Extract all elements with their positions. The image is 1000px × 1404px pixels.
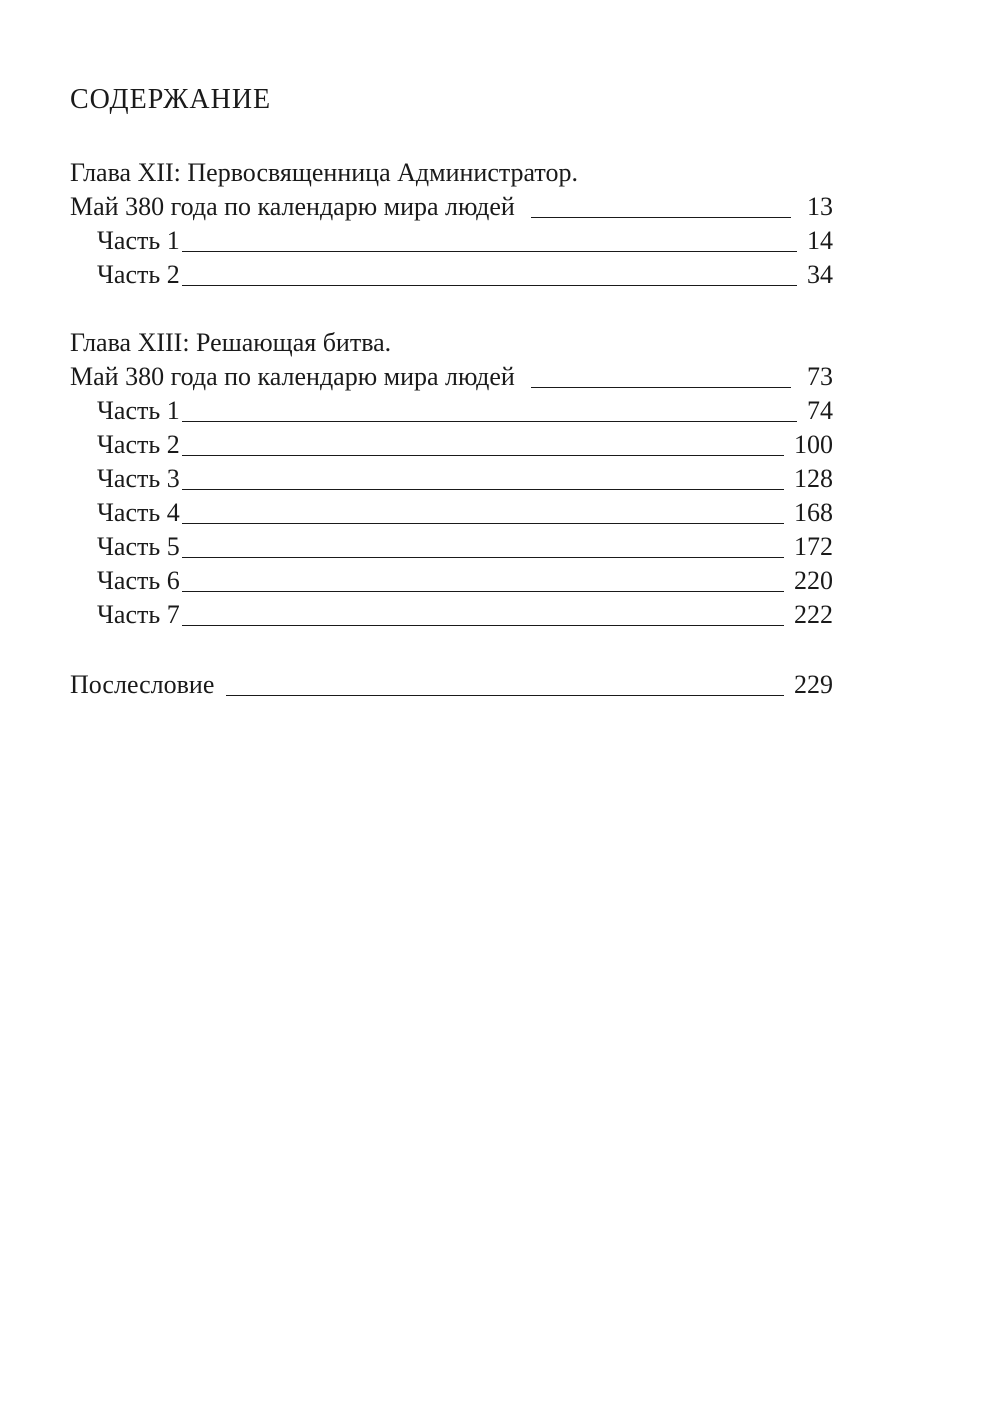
toc-entry-label: Май 380 года по календарю мира людей	[70, 362, 515, 391]
page-number: 73	[807, 362, 833, 391]
toc-entry-label: Май 380 года по календарю мира людей	[70, 192, 515, 221]
leader-line	[182, 557, 784, 558]
toc-entry[interactable]	[97, 532, 833, 560]
chapter-title: Глава XII: Первосвященница Администратор.	[70, 158, 578, 187]
leader-line	[226, 695, 784, 696]
toc-entry-label: Часть 2	[97, 260, 180, 289]
toc-entry[interactable]	[97, 430, 833, 458]
toc-entry-label: Часть 1	[97, 396, 180, 425]
toc-entry-label: Часть 7	[97, 600, 180, 629]
page-number: 168	[794, 498, 833, 527]
leader-line	[182, 251, 797, 252]
toc-entry[interactable]	[97, 260, 833, 288]
chapter-title: Глава XIII: Решающая битва.	[70, 328, 392, 357]
leader-line	[182, 455, 784, 456]
leader-line	[182, 625, 784, 626]
leader-line	[182, 591, 784, 592]
toc-entry[interactable]	[97, 396, 833, 424]
toc-entry-label: Послесловие	[70, 670, 215, 699]
page-number: 14	[807, 226, 833, 255]
leader-line	[531, 387, 791, 388]
toc-entry-label: Часть 1	[97, 226, 180, 255]
page-number: 100	[794, 430, 833, 459]
page-number: 229	[794, 670, 833, 699]
toc-entry[interactable]	[97, 498, 833, 526]
page-number: 13	[807, 192, 833, 221]
page-number: 222	[794, 600, 833, 629]
leader-line	[531, 217, 791, 218]
page-number: 128	[794, 464, 833, 493]
toc-entry[interactable]	[97, 566, 833, 594]
page-number: 34	[807, 260, 833, 289]
toc-entry-label: Часть 5	[97, 532, 180, 561]
toc-entry[interactable]	[97, 226, 833, 254]
toc-entry[interactable]	[97, 600, 833, 628]
toc-entry[interactable]	[70, 192, 833, 220]
toc-entry-label: Часть 3	[97, 464, 180, 493]
toc-entry-afterword[interactable]	[70, 670, 833, 698]
toc-entry-label: Часть 6	[97, 566, 180, 595]
toc-title: СОДЕРЖАНИЕ	[70, 84, 272, 115]
toc-entry[interactable]	[70, 362, 833, 390]
page-number: 172	[794, 532, 833, 561]
toc-entry-label: Часть 2	[97, 430, 180, 459]
page-number: 220	[794, 566, 833, 595]
leader-line	[182, 523, 784, 524]
leader-line	[182, 421, 797, 422]
toc-entry-label: Часть 4	[97, 498, 180, 527]
leader-line	[182, 285, 797, 286]
leader-line	[182, 489, 784, 490]
toc-entry[interactable]	[97, 464, 833, 492]
page-number: 74	[807, 396, 833, 425]
